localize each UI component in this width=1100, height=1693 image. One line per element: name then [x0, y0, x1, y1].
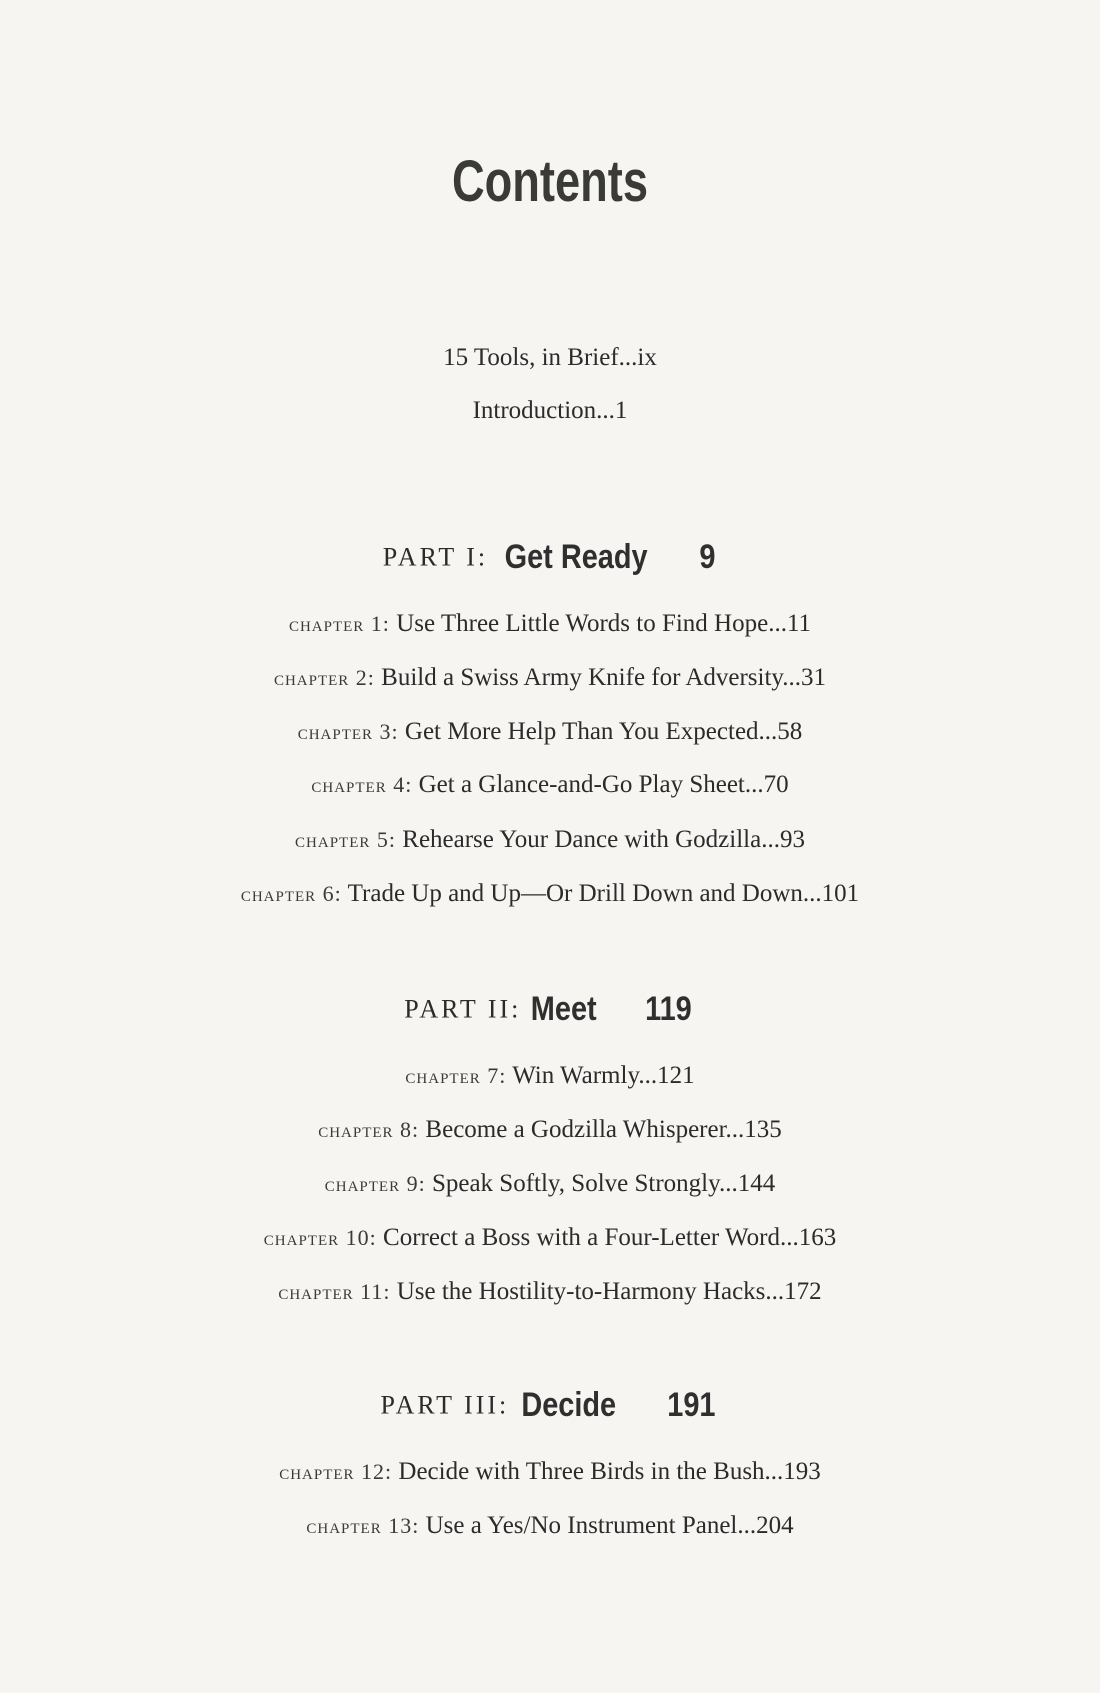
chapter-label: chapter 9: — [324, 1171, 426, 1196]
toc-chapter-11 — [0, 1277, 1100, 1307]
chapter-label: chapter 7: — [405, 1063, 507, 1088]
chapter-label: chapter 13: — [306, 1513, 420, 1538]
chapter-label: chapter 4: — [311, 772, 413, 797]
toc-entry-introduction — [0, 396, 1100, 426]
part-label: PART III: — [380, 1390, 510, 1420]
chapter-title: Win Warmly...121 — [512, 1062, 695, 1089]
toc-chapter-8 — [0, 1115, 1100, 1145]
page-title: Contents — [451, 149, 649, 214]
chapter-title: Correct a Boss with a Four-Letter Word...163 — [383, 1224, 837, 1251]
chapter-title: Use a Yes/No Instrument Panel...204 — [425, 1512, 794, 1539]
toc-chapter-2 — [0, 663, 1100, 693]
toc-chapter-4 — [0, 770, 1100, 800]
part-heading-1 — [0, 538, 1100, 577]
toc-chapter-3 — [0, 717, 1100, 747]
part-label: PART I: — [382, 542, 489, 572]
chapter-title: Speak Softly, Solve Strongly...144 — [431, 1170, 776, 1197]
chapter-title: Rehearse Your Dance with Godzilla...93 — [402, 826, 805, 853]
chapter-label: chapter 3: — [297, 719, 399, 744]
chapter-title: Become a Godzilla Whisperer...135 — [425, 1116, 782, 1143]
chapter-label: chapter 10: — [263, 1225, 377, 1250]
chapter-title: Decide with Three Birds in the Bush...193 — [398, 1458, 821, 1485]
toc-chapter-5 — [0, 825, 1100, 855]
chapter-label: chapter 11: — [278, 1279, 391, 1304]
chapter-label: chapter 1: — [288, 611, 390, 636]
part-page-number: 191 — [667, 1386, 716, 1424]
chapter-label: chapter 6: — [240, 881, 342, 906]
toc-chapter-12 — [0, 1457, 1100, 1487]
chapter-label: chapter 2: — [273, 665, 375, 690]
toc-chapter-6 — [0, 879, 1100, 909]
chapter-title: Use Three Little Words to Find Hope...11 — [396, 610, 812, 637]
part-name: Meet — [531, 990, 598, 1028]
chapter-label: chapter 5: — [295, 827, 397, 852]
toc-chapter-10 — [0, 1223, 1100, 1253]
part-heading-2 — [0, 990, 1100, 1029]
toc-chapter-13 — [0, 1511, 1100, 1541]
part-page-number: 119 — [644, 990, 692, 1028]
toc-entry-text: Introduction...1 — [472, 397, 628, 424]
part-name: Get Ready — [504, 538, 648, 576]
part-name: Decide — [521, 1386, 617, 1424]
chapter-title: Build a Swiss Army Knife for Adversity...31 — [381, 664, 827, 691]
part-label: PART II: — [404, 994, 522, 1024]
chapter-title: Get More Help Than You Expected...58 — [404, 718, 803, 745]
chapter-label: chapter 12: — [279, 1459, 393, 1484]
part-page-number: 9 — [699, 538, 716, 576]
toc-chapter-7 — [0, 1061, 1100, 1091]
toc-chapter-9 — [0, 1169, 1100, 1199]
chapter-title: Get a Glance-and-Go Play Sheet...70 — [418, 771, 789, 798]
chapter-title: Trade Up and Up—Or Drill Down and Down...101 — [347, 880, 860, 907]
toc-entry-text: 15 Tools, in Brief...ix — [443, 344, 657, 371]
toc-entry-tools-in-brief — [0, 343, 1100, 373]
part-heading-3 — [0, 1386, 1100, 1425]
chapter-title: Use the Hostility-to-Harmony Hacks...172 — [396, 1278, 822, 1305]
toc-chapter-1 — [0, 609, 1100, 639]
chapter-label: chapter 8: — [318, 1117, 420, 1142]
